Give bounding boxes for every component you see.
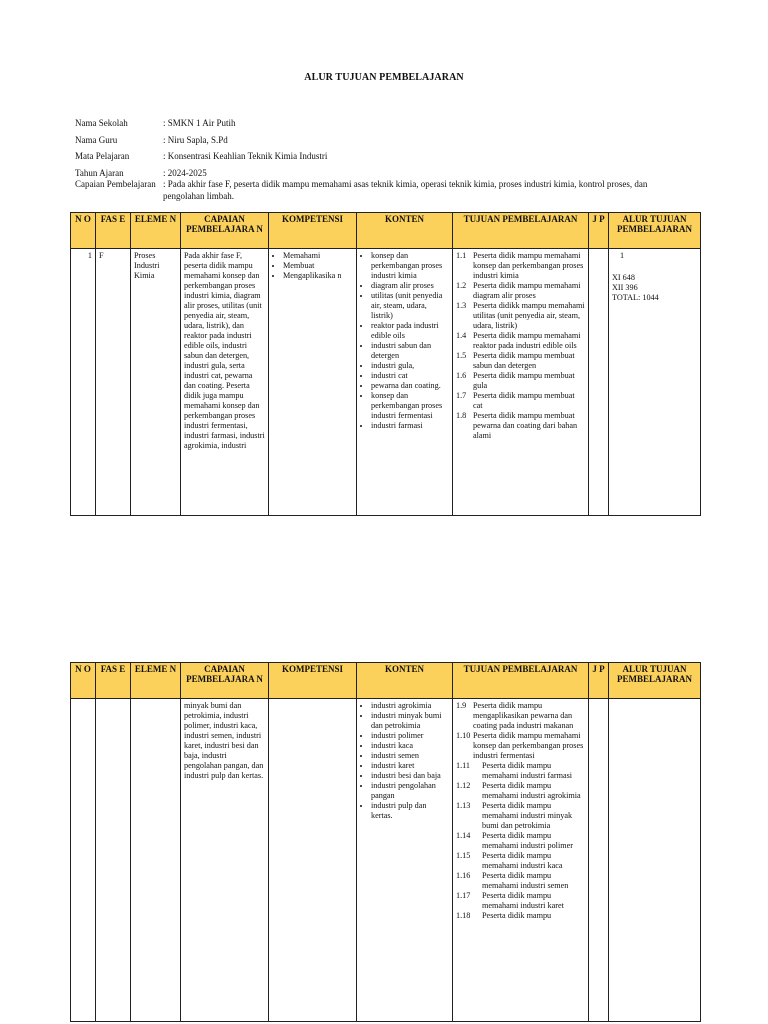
header-tujuan: TUJUAN PEMBELAJARAN: [453, 213, 589, 249]
list-item: • industri farmasi: [371, 421, 449, 431]
header-alur: ALUR TUJUAN PEMBELAJARAN: [609, 213, 701, 249]
tujuan-num: 1.5: [456, 351, 467, 360]
cell-no: 1: [71, 249, 96, 516]
document-title: ALUR TUJUAN PEMBELAJARAN: [304, 72, 464, 83]
list-item: • industri cat: [371, 371, 449, 381]
tujuan-text: Peserta didik mampu membuat sabun dan detergen: [473, 351, 575, 370]
tujuan-text: Peserta didik mampu membuat pewarna dan coating dari bahan alami: [473, 411, 578, 440]
tujuan-num: 1.2: [456, 281, 467, 290]
cell-capaian: [181, 699, 269, 1022]
header-no: N O: [71, 213, 96, 249]
header-elemen: ELEME N: [131, 213, 181, 249]
tujuan-num: 1.1: [456, 251, 467, 260]
list-item: • konsep dan perkembangan proses industri fermentasi: [371, 391, 449, 421]
tujuan-item: [456, 251, 585, 281]
atp-table-page-2: [70, 662, 701, 1022]
konten-clip: [360, 701, 449, 1019]
alur-line: XII 396: [612, 283, 638, 292]
list-item: • Memahami: [283, 251, 353, 261]
alur-line: XI 648: [612, 273, 635, 282]
meta-value: : 2024-2025: [163, 167, 207, 178]
list-item: • industri semen: [371, 751, 449, 761]
header-capaian: CAPAIAN PEMBELAJARA N: [181, 213, 269, 249]
meta-value: : SMKN 1 Air Putih: [163, 118, 236, 128]
list-item: • Membuat: [283, 261, 353, 271]
tujuan-item: [456, 331, 585, 351]
header-konten: KONTEN: [357, 213, 453, 249]
tujuan-num: 1.14: [456, 831, 471, 840]
tujuan-text: Peserta didik mampu memahami industri karet: [482, 891, 564, 910]
cell-tujuan: [453, 249, 589, 516]
cell-jp: [589, 249, 609, 516]
tujuan-text: Peserta didik mampu mengaplikasikan pewarna dan coating pada industri makanan: [473, 701, 574, 730]
cell-kompetensi: [269, 249, 357, 516]
table-header-row: [71, 663, 701, 699]
list-item: • industri polimer: [371, 731, 449, 741]
tujuan-num: 1.10: [456, 731, 471, 740]
tujuan-item: [456, 411, 585, 441]
alur-line: TOTAL: 1044: [612, 293, 659, 302]
cell-capaian: [181, 249, 269, 516]
tujuan-text: Peserta didik mampu memahami industri kaca: [482, 851, 563, 870]
meta-row-capaian: [75, 179, 683, 202]
tujuan-item: [456, 701, 585, 731]
tujuan-text: Peserta didikk mampu memahami utilitas (unit penyedia air, steam, udara, listrik): [473, 301, 585, 330]
tujuan-text: Peserta didik mampu memahami industri semen: [482, 871, 569, 890]
tujuan-num: 1.11: [456, 761, 471, 770]
header-tujuan: TUJUAN PEMBELAJARAN: [453, 663, 589, 699]
tujuan-item: [456, 891, 585, 911]
tujuan-num: 1.12: [456, 781, 471, 790]
tujuan-num: 1.3: [456, 301, 467, 310]
cell-tujuan: [453, 699, 589, 1022]
tujuan-text: Peserta didik mampu membuat gula: [473, 371, 575, 390]
cell-alur: [609, 249, 701, 516]
meta-label: Capaian Pembelajaran: [75, 179, 156, 189]
konten-list: [360, 701, 449, 821]
kompetensi-list: [272, 251, 353, 281]
tujuan-item: [456, 761, 585, 781]
cell-no: [71, 699, 96, 1022]
capaian-text: Pada akhir fase F, peserta didik mampu memahami konsep dan perkembangan proses industri kimia, diagram alir proses, utilitas (unit penyedia air, steam, udara, listrik), dan reaktor pada industri edible oils, industri sabun dan detergen, industri gula, serta industri cat, pewarna dan coating. Peserta didik juga mampu memahami konsep dan perkembangan proses industri fermentasi, industri farmasi, industri agrokimia, industri: [184, 251, 265, 450]
tujuan-num: 1.9: [456, 701, 467, 710]
cell-fase: [96, 699, 131, 1022]
header-konten: KONTEN: [357, 663, 453, 699]
cell-jp: [589, 699, 609, 1022]
list-item: • industri kaca: [371, 741, 449, 751]
header-fase: FAS E: [96, 213, 131, 249]
list-item: • industri pengolahan pangan: [371, 781, 449, 801]
tujuan-text: Peserta didik mampu memahami industri farmasi: [482, 761, 573, 780]
header-kompetensi: KOMPETENSI: [269, 663, 357, 699]
tujuan-item: [456, 281, 585, 301]
konten-clip: [360, 251, 449, 513]
tujuan-num: 1.15: [456, 851, 471, 860]
tujuan-num: 1.7: [456, 391, 467, 400]
tujuan-item: [456, 781, 585, 801]
list-item: • industri minyak bumi dan petrokimia: [371, 711, 449, 731]
document-meta: [75, 118, 683, 202]
tujuan-item: [456, 371, 585, 391]
meta-value: : Pada akhir fase F, peserta didik mampu memahami asas teknik kimia, operasi teknik kimia, proses industri kimia, kontrol proses, dan pengolahan limbah.: [163, 179, 648, 201]
tujuan-text: Peserta didik mampu memahami konsep dan perkembangan proses industri kimia: [473, 251, 584, 280]
list-item: • utilitas (unit penyedia air, steam, udara, listrik): [371, 291, 449, 321]
alur-num: 1: [620, 251, 625, 260]
tujuan-text: Peserta didik mampu memahami industri agrokimia: [482, 781, 581, 800]
tujuan-item: [456, 831, 585, 851]
tujuan-item: [456, 911, 585, 921]
cell-alur: [609, 699, 701, 1022]
meta-row-subject: [75, 151, 683, 163]
cell-konten: [357, 699, 453, 1022]
tujuan-item: [456, 391, 585, 411]
meta-label: Nama Sekolah: [75, 118, 128, 128]
header-kompetensi: KOMPETENSI: [269, 213, 357, 249]
konten-list: [360, 251, 449, 431]
header-capaian: CAPAIAN PEMBELAJARA N: [181, 663, 269, 699]
header-no: N O: [71, 663, 96, 699]
tujuan-num: 1.8: [456, 411, 467, 420]
tujuan-num: 1.18: [456, 911, 471, 920]
meta-label: Tahun Ajaran: [75, 167, 124, 178]
list-item: • industri besi dan baja: [371, 771, 449, 781]
tujuan-item: [456, 351, 585, 371]
list-item: • diagram alir proses: [371, 281, 449, 291]
header-jp: J P: [589, 213, 609, 249]
list-item: • industri sabun dan detergen: [371, 341, 449, 361]
tujuan-text: Peserta didik mampu membuat cat: [473, 391, 575, 410]
tujuan-num: 1.6: [456, 371, 467, 380]
meta-label: Mata Pelajaran: [75, 151, 130, 161]
list-item: • konsep dan perkembangan proses industri kimia: [371, 251, 449, 281]
meta-row-year: [75, 168, 683, 180]
cell-fase: F: [96, 249, 131, 516]
tujuan-item: [456, 871, 585, 891]
list-item: • reaktor pada industri edible oils: [371, 321, 449, 341]
cell-elemen: [131, 699, 181, 1022]
list-item: • industri pulp dan kertas.: [371, 801, 449, 821]
tujuan-text: Peserta didik mampu: [482, 911, 552, 920]
tujuan-item: [456, 731, 585, 761]
tujuan-num: 1.4: [456, 331, 467, 340]
capaian-text: minyak bumi dan petrokimia, industri polimer, industri kaca, industri semen, industri karet, industri besi dan baja, industri pengolahan pangan, dan industri pulp dan kertas.: [184, 701, 264, 780]
header-fase: FAS E: [96, 663, 131, 699]
tujuan-text: Peserta didik mampu memahami reaktor pada industri edible oils: [473, 331, 581, 350]
cell-kompetensi: [269, 699, 357, 1022]
list-item: • industri gula,: [371, 361, 449, 371]
tujuan-text: Peserta didik mampu memahami diagram alir proses: [473, 281, 581, 300]
tujuan-text: Peserta didik mampu memahami industri minyak bumi dan petrokimia: [482, 801, 573, 830]
header-elemen: ELEME N: [131, 663, 181, 699]
tujuan-num: 1.13: [456, 801, 471, 810]
tujuan-item: [456, 301, 585, 331]
tujuan-clip: [456, 701, 585, 1019]
header-alur: ALUR TUJUAN PEMBELAJARAN: [609, 663, 701, 699]
header-jp: J P: [589, 663, 609, 699]
list-item: • industri karet: [371, 761, 449, 771]
tujuan-item: [456, 801, 585, 831]
tujuan-num: 1.16: [456, 871, 471, 880]
meta-row-school: [75, 118, 683, 130]
table-row: [71, 699, 701, 1022]
tujuan-text: Peserta didik mampu memahami industri polimer: [482, 831, 573, 850]
tujuan-clip: [456, 251, 585, 513]
meta-value: : Niru Sapla, S.Pd: [163, 134, 228, 145]
cell-konten: [357, 249, 453, 516]
cell-elemen: Proses Industri Kimia: [131, 249, 181, 516]
tujuan-num: 1.17: [456, 891, 471, 900]
table-header-row: [71, 213, 701, 249]
tujuan-item: [456, 851, 585, 871]
meta-value: : Konsentrasi Keahlian Teknik Kimia Industri: [163, 151, 328, 161]
list-item: • industri agrokimia: [371, 701, 449, 711]
atp-table-page-1: [70, 212, 701, 516]
tujuan-text: Peserta didik mampu memahami konsep dan perkembangan proses industri fermentasi: [473, 731, 584, 760]
meta-row-teacher: [75, 135, 683, 147]
meta-label: Nama Guru: [75, 134, 118, 145]
table-row: [71, 249, 701, 516]
list-item: • pewarna dan coating.: [371, 381, 449, 391]
list-item: • Mengaplikasika n: [283, 271, 353, 281]
